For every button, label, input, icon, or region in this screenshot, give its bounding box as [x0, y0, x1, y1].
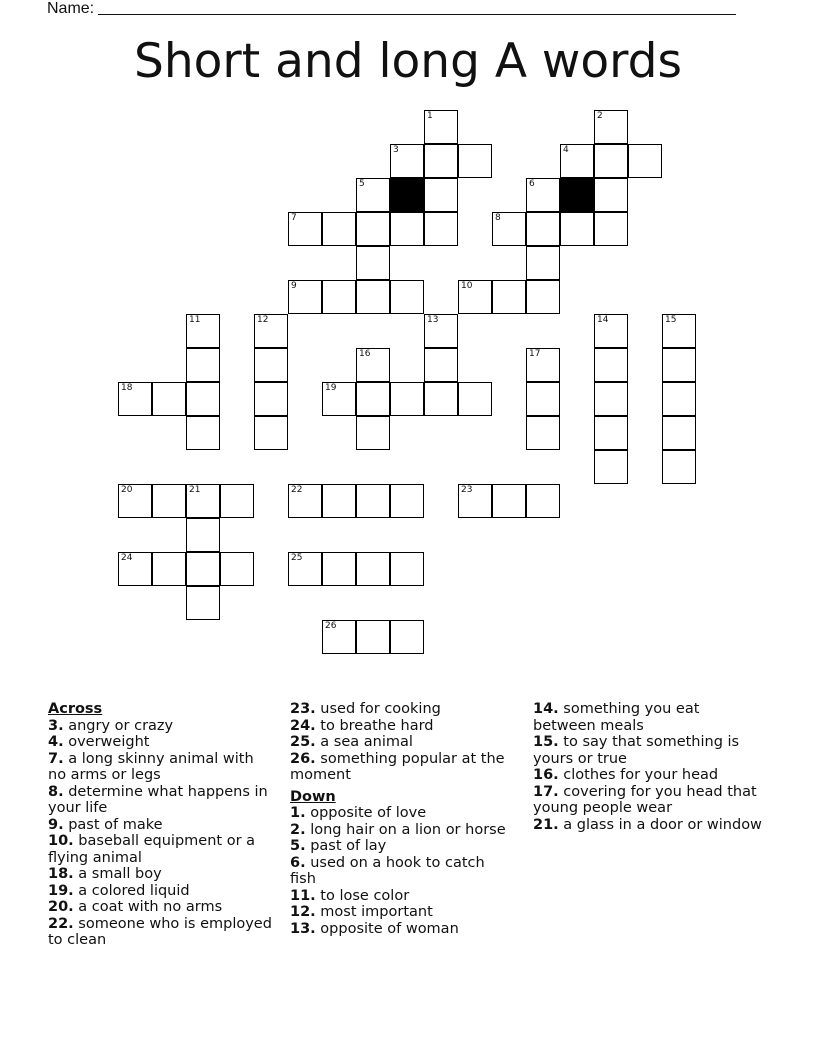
clue-text: baseball equipment or a flying animal [48, 833, 256, 866]
clue-item [48, 916, 273, 949]
clue-number: 20. [48, 899, 74, 915]
clue-item [48, 784, 273, 817]
black-cell [390, 178, 424, 212]
clue-number: 13. [290, 920, 316, 937]
clue-text: clothes for your head [563, 767, 719, 783]
crossword-cell[interactable] [424, 110, 458, 144]
clue-item [290, 718, 515, 735]
clue-text: opposite of woman [320, 920, 459, 937]
clue-number: 25. [290, 734, 316, 750]
clues-column-1 [48, 701, 273, 949]
crossword-cell[interactable] [118, 382, 152, 416]
crossword-cell[interactable] [390, 382, 424, 416]
clue-item [48, 734, 273, 751]
clue-item [48, 883, 273, 900]
crossword-cell[interactable] [322, 484, 356, 518]
crossword-cell[interactable] [662, 348, 696, 382]
clue-text: a small boy [78, 866, 162, 882]
crossword-cell[interactable] [356, 416, 390, 450]
clue-item [290, 822, 515, 839]
clue-number: 8. [48, 783, 64, 800]
crossword-cell[interactable] [390, 280, 424, 314]
crossword-cell[interactable] [662, 450, 696, 484]
clues-column-3 [533, 701, 763, 833]
clue-number: 24 [121, 553, 133, 563]
crossword-cell[interactable] [220, 484, 254, 518]
clue-number: 25 [291, 553, 303, 563]
clue-number: 2. [290, 821, 306, 838]
across-clue-list-continued [290, 701, 515, 784]
clue-number: 13 [427, 315, 439, 325]
clue-text: to breathe hard [320, 717, 434, 734]
crossword-cell[interactable] [288, 552, 322, 586]
clue-number: 8 [495, 213, 501, 223]
clue-item [290, 734, 515, 751]
crossword-cell[interactable] [356, 178, 390, 212]
clue-number: 19. [48, 882, 74, 899]
clue-text: used on a hook to catch fish [290, 854, 485, 887]
clue-number: 14. [533, 701, 559, 717]
clue-text: determine what happens in your life [48, 783, 268, 816]
clue-text: past of make [68, 816, 163, 833]
crossword-cell[interactable] [594, 348, 628, 382]
clue-text: to lose color [320, 887, 410, 904]
clue-text: a sea animal [320, 734, 413, 750]
crossword-cell[interactable] [390, 552, 424, 586]
crossword-cell[interactable] [560, 144, 594, 178]
clue-number: 16. [533, 767, 559, 783]
clue-number: 4 [563, 145, 569, 155]
crossword-cell[interactable] [288, 280, 322, 314]
crossword-cell[interactable] [186, 518, 220, 552]
crossword-cell[interactable] [526, 348, 560, 382]
crossword-cell[interactable] [594, 110, 628, 144]
clue-item [290, 904, 515, 921]
crossword-cell[interactable] [526, 212, 560, 246]
clue-text: someone who is employed to clean [48, 915, 272, 948]
clues-column-2 [290, 701, 515, 937]
crossword-cell[interactable] [356, 620, 390, 654]
clue-text: angry or crazy [68, 717, 174, 734]
clue-number: 5 [359, 179, 365, 189]
clue-item [290, 855, 515, 888]
clue-number: 16 [359, 349, 371, 359]
clue-text: a coat with no arms [78, 899, 223, 915]
crossword-cell[interactable] [152, 552, 186, 586]
clue-number: 14 [597, 315, 609, 325]
crossword-cell[interactable] [322, 280, 356, 314]
crossword-cell[interactable] [560, 212, 594, 246]
crossword-cell[interactable] [526, 416, 560, 450]
clue-number: 17 [529, 349, 541, 359]
crossword-cell[interactable] [322, 552, 356, 586]
crossword-cell[interactable] [526, 382, 560, 416]
crossword-cell[interactable] [118, 552, 152, 586]
black-cell [560, 178, 594, 212]
crossword-cell[interactable] [594, 314, 628, 348]
crossword-cell[interactable] [594, 382, 628, 416]
clue-number: 21. [533, 816, 559, 833]
crossword-cell[interactable] [424, 382, 458, 416]
clue-item [48, 899, 273, 916]
crossword-cell[interactable] [458, 144, 492, 178]
clue-number: 2 [597, 111, 603, 121]
down-clue-list [290, 805, 515, 937]
crossword-cell[interactable] [390, 212, 424, 246]
clue-number: 7. [48, 750, 64, 767]
clue-number: 6. [290, 854, 306, 871]
clue-number: 11. [290, 887, 316, 904]
clue-item [48, 866, 273, 883]
clue-text: past of lay [310, 838, 387, 854]
crossword-cell[interactable] [356, 484, 390, 518]
page-title: Short and long A words [134, 34, 682, 89]
clue-item [533, 767, 763, 784]
clue-number: 12 [257, 315, 269, 325]
crossword-cell[interactable] [662, 314, 696, 348]
crossword-cell[interactable] [424, 348, 458, 382]
clue-number: 7 [291, 213, 297, 223]
crossword-cell[interactable] [288, 484, 322, 518]
clue-number: 9. [48, 816, 64, 833]
clue-text: long hair on a lion or horse [310, 821, 506, 838]
crossword-cell[interactable] [628, 144, 662, 178]
clue-text: a colored liquid [78, 882, 190, 899]
down-clue-list-continued [533, 701, 763, 833]
clue-text: a long skinny animal with no arms or legs [48, 750, 254, 783]
crossword-cell[interactable] [254, 348, 288, 382]
clue-item [48, 817, 273, 834]
crossword-cell[interactable] [186, 382, 220, 416]
clue-item [290, 888, 515, 905]
clue-text: used for cooking [320, 701, 441, 717]
crossword-cell[interactable] [356, 382, 390, 416]
clue-item [533, 784, 763, 817]
clue-text: something popular at the moment [290, 750, 505, 783]
clue-number: 26. [290, 750, 316, 767]
crossword-cell[interactable] [424, 314, 458, 348]
clue-item [290, 838, 515, 855]
crossword-cell[interactable] [186, 586, 220, 620]
clue-number: 22. [48, 915, 74, 932]
clue-item [290, 751, 515, 784]
crossword-cell[interactable] [356, 246, 390, 280]
clue-item [290, 701, 515, 718]
crossword-cell[interactable] [288, 212, 322, 246]
crossword-cell[interactable] [186, 314, 220, 348]
clue-number: 3. [48, 717, 64, 734]
crossword-cell[interactable] [594, 212, 628, 246]
across-heading: Across [48, 701, 103, 717]
clue-number: 1. [290, 805, 306, 821]
clue-number: 12. [290, 904, 316, 920]
crossword-cell[interactable] [594, 178, 628, 212]
crossword-cell[interactable] [526, 178, 560, 212]
clue-text: to say that something is yours or true [533, 734, 740, 767]
crossword-cell[interactable] [662, 416, 696, 450]
crossword-cell[interactable] [356, 280, 390, 314]
clue-text: covering for you head that young people wear [533, 783, 757, 816]
clue-number: 19 [325, 383, 337, 393]
clue-number: 17. [533, 783, 559, 800]
clue-text: opposite of love [310, 805, 427, 821]
crossword-cell[interactable] [322, 382, 356, 416]
clue-item [48, 751, 273, 784]
clue-number: 18 [121, 383, 133, 393]
clue-text: something you eat between meals [533, 701, 700, 734]
crossword-cell[interactable] [152, 382, 186, 416]
clue-item [533, 817, 763, 834]
crossword-cell[interactable] [424, 144, 458, 178]
crossword-cell[interactable] [152, 484, 186, 518]
clue-number: 9 [291, 281, 297, 291]
crossword-cell[interactable] [424, 212, 458, 246]
crossword-cell[interactable] [390, 144, 424, 178]
clue-number: 23 [461, 485, 473, 495]
crossword-cell[interactable] [390, 484, 424, 518]
crossword-cell[interactable] [220, 552, 254, 586]
clue-number: 11 [189, 315, 201, 325]
clue-number: 15 [665, 315, 677, 325]
clue-text: most important [320, 904, 433, 920]
crossword-cell[interactable] [356, 348, 390, 382]
clue-number: 22 [291, 485, 303, 495]
clue-number: 3 [393, 145, 399, 155]
crossword-cell[interactable] [492, 484, 526, 518]
clue-number: 4. [48, 734, 64, 750]
across-clue-list [48, 718, 273, 949]
crossword-cell[interactable] [118, 484, 152, 518]
crossword-cell[interactable] [458, 280, 492, 314]
clue-number: 1 [427, 111, 433, 121]
crossword-cell[interactable] [322, 620, 356, 654]
crossword-cell[interactable] [526, 484, 560, 518]
clue-item [48, 833, 273, 866]
down-heading: Down [290, 788, 336, 805]
crossword-cell[interactable] [594, 416, 628, 450]
clue-number: 23. [290, 701, 316, 717]
crossword-cell[interactable] [458, 484, 492, 518]
clue-item [533, 701, 763, 734]
clue-number: 15. [533, 734, 559, 750]
crossword-cell[interactable] [390, 620, 424, 654]
crossword-cell[interactable] [492, 212, 526, 246]
crossword-cell[interactable] [662, 382, 696, 416]
clue-number: 18. [48, 866, 74, 882]
crossword-cell[interactable] [186, 552, 220, 586]
clue-item [533, 734, 763, 767]
clue-number: 20 [121, 485, 133, 495]
clue-number: 26 [325, 621, 337, 631]
crossword-cell[interactable] [254, 416, 288, 450]
clue-number: 10 [461, 281, 473, 291]
clue-text: overweight [68, 734, 150, 750]
crossword-cell[interactable] [186, 484, 220, 518]
crossword-cell[interactable] [186, 416, 220, 450]
crossword-cell[interactable] [594, 450, 628, 484]
crossword-cell[interactable] [492, 280, 526, 314]
crossword-cell[interactable] [594, 144, 628, 178]
clue-number: 5. [290, 838, 306, 854]
crossword-cell[interactable] [526, 246, 560, 280]
clue-number: 10. [48, 833, 74, 849]
crossword-cell[interactable] [254, 314, 288, 348]
crossword-cell[interactable] [526, 280, 560, 314]
crossword-cell[interactable] [322, 212, 356, 246]
clue-item [290, 805, 515, 822]
crossword-cell[interactable] [254, 382, 288, 416]
name-label: Name: [47, 0, 95, 17]
crossword-cell[interactable] [356, 212, 390, 246]
clue-item [48, 718, 273, 735]
clue-number: 21 [189, 485, 201, 495]
crossword-cell[interactable] [424, 178, 458, 212]
crossword-cell[interactable] [458, 382, 492, 416]
clue-number: 6 [529, 179, 535, 189]
clue-number: 24. [290, 717, 316, 734]
crossword-cell[interactable] [186, 348, 220, 382]
crossword-cell[interactable] [356, 552, 390, 586]
clue-text: a glass in a door or window [563, 816, 762, 833]
clue-item [290, 921, 515, 938]
